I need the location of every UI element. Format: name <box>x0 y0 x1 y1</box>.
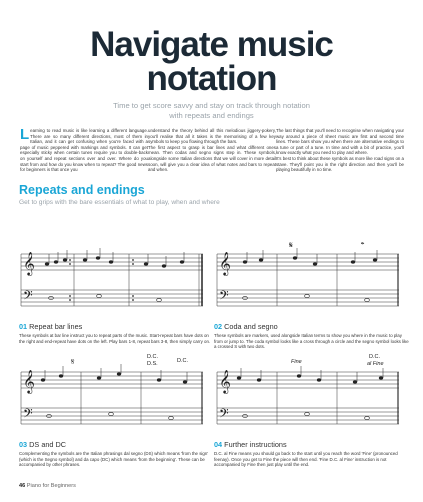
example-number: 04 <box>214 440 223 449</box>
svg-text:𝄢: 𝄢 <box>219 289 229 306</box>
page-title-line2: notation <box>146 59 277 98</box>
example-body: These symbols at bar line instruct you to repeat parts of the music. Start-repeat bars have dots on the right and end-repeat have dots on the left. Play bars 1-8, repeat bars 3-8, then simply carry on. <box>19 333 211 344</box>
svg-text:𝄞: 𝄞 <box>23 371 35 393</box>
segno-icon: 𝄋 <box>289 240 293 250</box>
svg-text:𝄞: 𝄞 <box>23 253 35 275</box>
section-subtitle: Get to grips with the bare essentials of what to play, when and where <box>19 199 220 206</box>
grand-staff-4 <box>215 350 401 445</box>
example-caption-3 <box>19 440 214 468</box>
example-number: 03 <box>19 440 28 449</box>
coda-icon: 𝄌 <box>361 240 365 250</box>
example-number: 01 <box>19 322 28 331</box>
example-heading: Repeat bar lines <box>29 322 83 331</box>
al-fine-label: al Fine <box>367 361 384 367</box>
staff-example-2 <box>215 232 401 327</box>
example-body: These symbols are markers, used alongside Italian terms to show you where in the music to play from or jump to. The coda symbol looks like a cross through a circle and the segno symbol looks like a crossed S with two dots. <box>214 333 409 350</box>
grand-staff-3 <box>19 350 205 445</box>
svg-text:𝄢: 𝄢 <box>23 289 33 306</box>
intro-column-3: The last things that you'll need to recognise when navigating your way around a piece of sheet music are first and second time lines. These bars show you when there are alternative endings to a tune or part of a tune. In time and with a bit of practice, you'll know exactly what you need to play and where. It's best to think about these symbols as more like road signs on a stave. They'll point you in the right direction and then you'll be playing beautifully in no time. <box>276 128 404 173</box>
dc-label-2: D.C. <box>177 358 188 364</box>
example-heading: DS and DC <box>29 440 67 449</box>
segno-icon: 𝄋 <box>71 357 75 366</box>
example-body: D.C. al Fine means you should go back to the start until you reach the word 'Fine' (pronounced feenay). Once you get to Fine the piece will then end. 'Fine D.C. al Fine' instruction is not accompanied by Fine then just play until the end. <box>214 451 398 468</box>
staff-example-3 <box>19 350 205 445</box>
example-number: 02 <box>214 322 223 331</box>
fine-label: Fine <box>291 359 302 365</box>
staff-example-4 <box>215 350 401 445</box>
dc-label: D.C. <box>147 354 158 360</box>
example-caption-1 <box>19 322 214 344</box>
example-heading: Further instructions <box>224 440 287 449</box>
page-footer <box>19 483 76 489</box>
page-number: 46 <box>19 483 26 489</box>
example-caption-4 <box>214 440 409 468</box>
svg-text:𝄞: 𝄞 <box>219 253 231 275</box>
intro-column-1-text: earning to read music is like learning a different language. There are so many different directions, most of them in Italian, and it can get confusing when you're faced with a page of music peppered with markings and symbols. It can get especially sticky when certain tunes require you to double-back on yourself and repeat sections over and over. Where do you start from and how do you know when to repeat? The good news for beginners is that once you <box>20 128 148 173</box>
publication-name: Piano for Beginners <box>26 483 76 489</box>
drop-cap: L <box>20 126 30 143</box>
example-caption-2 <box>214 322 409 350</box>
grand-staff-2 <box>215 232 401 327</box>
page-subtitle: Time to get score savvy and stay on track through notation with repeats and endings <box>113 101 310 120</box>
ds-label: D.S. <box>147 361 158 367</box>
staff-example-1 <box>19 232 205 327</box>
example-heading: Coda and segno <box>224 322 278 331</box>
section-title: Repeats and endings <box>19 183 145 197</box>
svg-text:𝄞: 𝄞 <box>219 371 231 393</box>
intro-column-2: understand the theory behind all this melodious jiggery-pokery, you'll realise that all it takes is the memorising of a few key symbols to keep you flowing through the bars. The first aspect to grasp is bar lines and what different ones mean. Then codas and segno signs step in. These symbols, alongside some Italian directions that we will cover in more detail soon, will give you a clear idea of what notes and bars to repeat and when. <box>148 128 276 173</box>
page-title <box>0 25 423 98</box>
dc-label: D.C. <box>369 354 380 360</box>
svg-text:𝄢: 𝄢 <box>219 407 229 424</box>
svg-text:𝄢: 𝄢 <box>23 407 33 424</box>
page-title-line1: Navigate music <box>90 25 333 64</box>
example-body: Complementing the symbols are the Italian phrasings dal segno (DS) which means 'from the sign' (which is the Segno symbol) and da capo (DC) which means 'from the beginning'. These can be accompanied by other phrases. <box>19 451 209 468</box>
intro-column-1 <box>20 128 148 173</box>
grand-staff-1 <box>19 232 205 327</box>
